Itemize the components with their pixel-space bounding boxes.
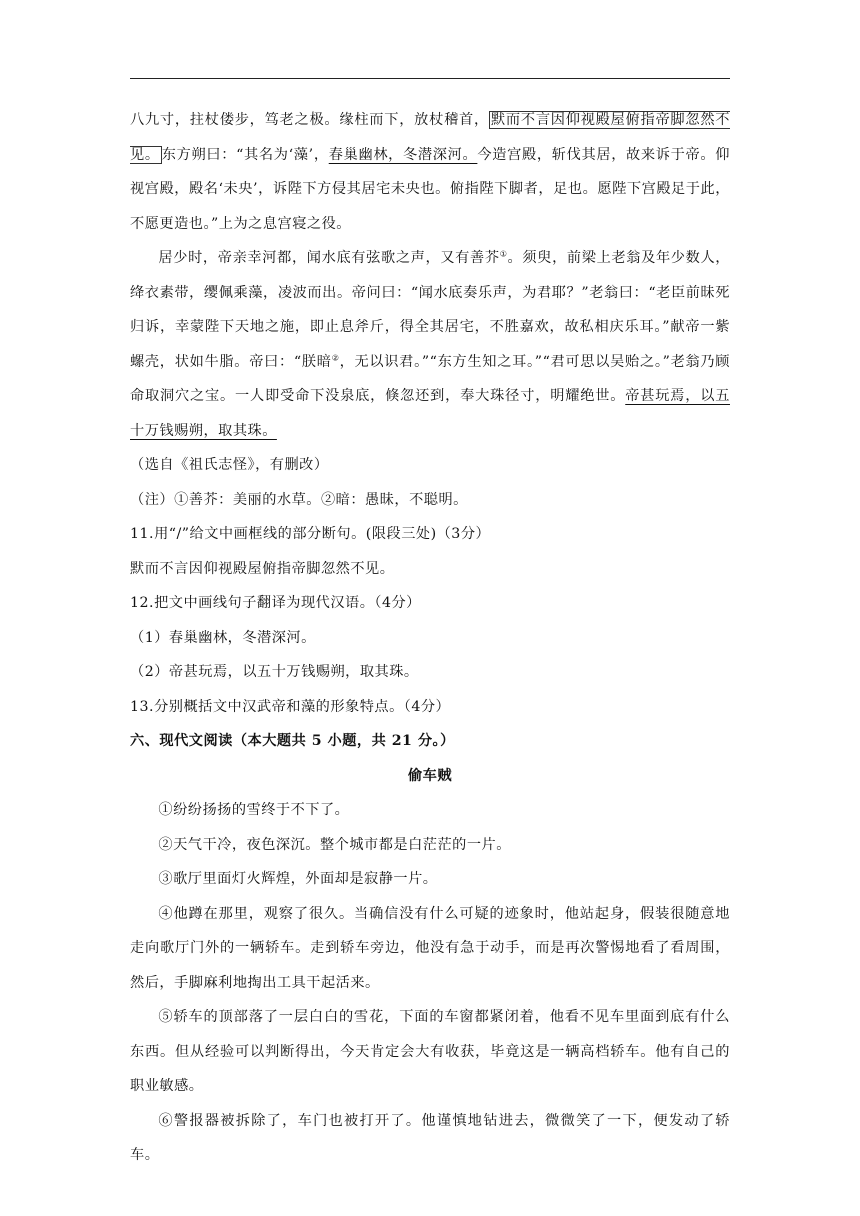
passage-source: （选自《祖氏志怪》，有删改） bbox=[130, 457, 329, 473]
underlined-sentence-2: 帝甚玩焉，以五十万钱赐朔，取其珠。 bbox=[130, 388, 730, 439]
story-paragraph: ⑥警报器被拆除了，车门也被打开了。他谨慎地钻进去，微微笑了一下，便发动了轿车。 bbox=[130, 1112, 730, 1163]
question-13: 13.分别概括文中汉武帝和藻的形象特点。（4分） bbox=[130, 698, 451, 715]
question-12-part-2: （2）帝甚玩焉，以五十万钱赐朔，取其珠。 bbox=[130, 664, 419, 680]
text-span: 今造宫殿，斩伐其居，故来诉于帝。仰视宫殿，殿名‘未央’，诉陛下方侵其居宅未央也。俯指陛下脚者，足也。愿陛下宫殿足于此，不愿更造也。”上为之息宫寝之役。 bbox=[130, 146, 730, 232]
story-paragraph: ③歌厅里面灯火辉煌，外面却是寂静一片。 bbox=[158, 871, 438, 887]
section-6-heading: 六、现代文阅读（本大题共 5 小题，共 21 分。） bbox=[130, 733, 455, 749]
text-span: 。须臾，前梁上老翁及年少数人，绛衣素带，缨佩乘藻，凌波而出。帝问曰：“闻水底奏乐声，为君耶？”老翁曰：“老臣前昧死归诉，幸蒙陛下天地之施，即止息斧斤，得全其居宅，不胜嘉欢，故私相庆乐耳。”献帝一紫螺壳，状如牛脂。帝曰：“朕暗 bbox=[130, 250, 730, 370]
text-span: 八九寸，拄杖偻步，笃老之极。缘柱而下，放杖稽首， bbox=[130, 112, 489, 128]
story-paragraph: ④他蹲在那里，观察了很久。当确信没有什么可疑的迹象时，他站起身，假装很随意地走向歌厅门外的一辆轿车。走到轿车旁边，他没有急于动手，而是再次警惕地看了看周围，然后，手脚麻利地掏出工具干起活来。 bbox=[130, 905, 730, 991]
question-11-text: 默而不言因仰视殿屋俯指帝脚忽然不见。 bbox=[130, 560, 395, 577]
underlined-sentence-1: 春巢幽林，冬潜深河。 bbox=[328, 146, 478, 163]
passage-paragraph-2 bbox=[130, 241, 730, 448]
question-12-part-1: （1）春巢幽林，冬潜深河。 bbox=[130, 629, 316, 646]
question-12: 12.把文中画线句子翻译为现代汉语。（4分） bbox=[130, 595, 421, 611]
footnotes: （注）①善芥：美丽的水草。②暗：愚昧，不聪明。 bbox=[130, 491, 468, 508]
text-span: 东方朔曰：“其名为‘藻’， bbox=[161, 146, 329, 163]
passage-paragraph-1 bbox=[130, 103, 730, 241]
page-content bbox=[130, 103, 730, 1173]
story-paragraph: ①纷纷扬扬的雪终于不下了。 bbox=[158, 802, 350, 818]
story-paragraph: ②天气干冷，夜色深沉。整个城市都是白茫茫的一片。 bbox=[158, 836, 511, 853]
footnote-marker-2: ② bbox=[331, 352, 340, 362]
text-span: 居少时，帝亲幸河都，闻水底有弦歌之声，又有善芥 bbox=[158, 250, 500, 266]
question-11: 11.用“/”给文中画框线的部分断句。(限段三处)（3分） bbox=[130, 526, 491, 542]
text-span: ，无以识君。”“东方生知之耳。”“君可思以吴贻之。”老翁乃顾命取洞穴之宝。一人即受命下没泉底，倏忽还到，奉大珠径寸，明耀绝世。 bbox=[130, 353, 730, 404]
header-rule bbox=[130, 78, 730, 79]
footnote-marker-1: ① bbox=[499, 249, 508, 259]
story-title: 偷车贼 bbox=[407, 767, 453, 784]
story-paragraph: ⑤轿车的顶部落了一层白白的雪花，下面的车窗都紧闭着，他看不见车里面到底有什么东西。但从经验可以判断得出，今天肯定会大有收获，毕竟这是一辆高档轿车。他有自己的职业敏感。 bbox=[130, 1009, 730, 1094]
boxed-sentence: 默而不言因仰视殿屋俯指帝脚忽然不见。 bbox=[130, 112, 730, 163]
